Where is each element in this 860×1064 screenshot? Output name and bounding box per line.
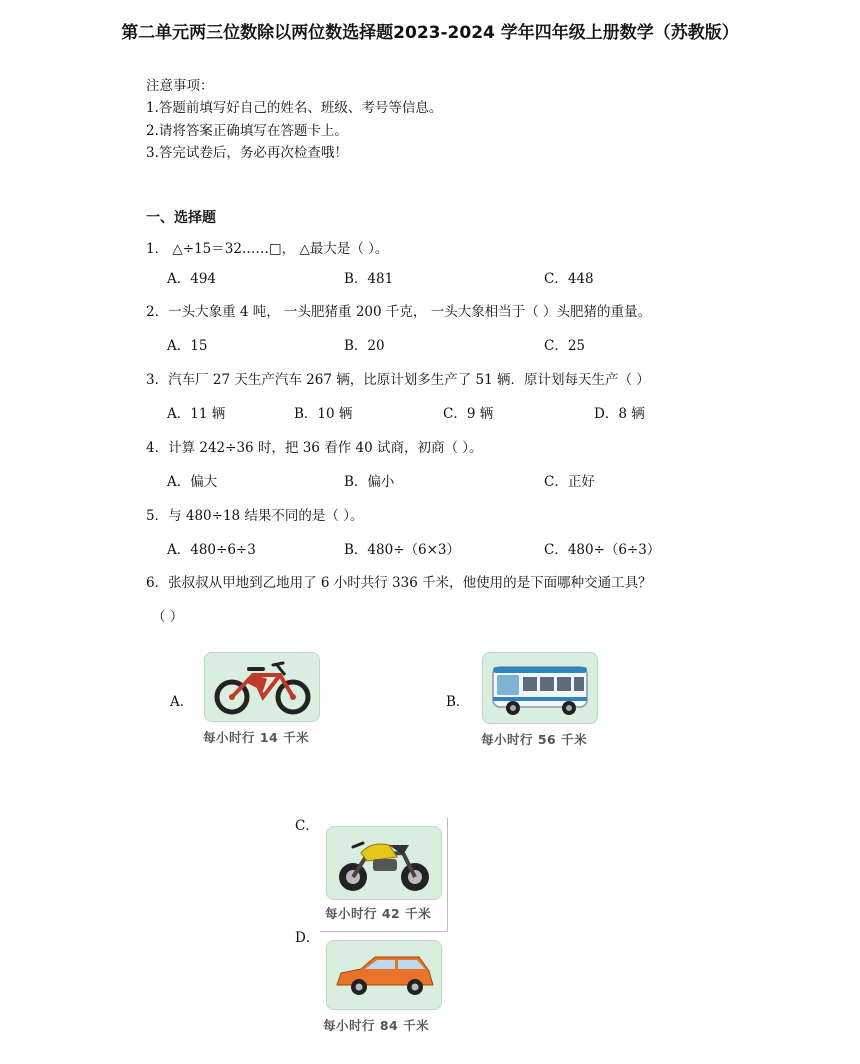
q1-option-b[interactable]: B．481 <box>344 271 394 287</box>
car-image[interactable] <box>326 940 442 1010</box>
q6-caption-a: 每小时行 14 千米 <box>203 730 310 745</box>
q6-choice-c-letter[interactable]: C． <box>295 818 319 834</box>
question-2-stem: 2．一头大象重 4 吨， 一头肥猪重 200 千克， 一头大象相当于（ ）头肥猪的重量。 <box>146 304 651 320</box>
figure-border-line <box>320 931 448 932</box>
q2-option-c[interactable]: C．25 <box>544 338 586 354</box>
q6-choice-d-letter[interactable]: D． <box>295 930 320 946</box>
q1-option-a[interactable]: A．494 <box>167 271 217 287</box>
page-title: 第二单元两三位数除以两位数选择题2023-2024 学年四年级上册数学（苏教版） <box>121 23 739 43</box>
q3-option-a[interactable]: A．11 辆 <box>167 406 226 422</box>
notice-item: 1.答题前填写好自己的姓名、班级、考号等信息。 <box>146 100 443 116</box>
question-1-stem: 1． △÷15＝32……□， △最大是（ ）。 <box>146 241 389 257</box>
q4-option-a[interactable]: A．偏大 <box>167 474 218 490</box>
notice-item: 3.答完试卷后，务必再次检查哦！ <box>146 145 348 161</box>
figure-border-line <box>447 818 448 932</box>
notice-item: 2.请将答案正确填写在答题卡上。 <box>146 123 348 139</box>
question-6-blank: （ ） <box>152 609 184 625</box>
q2-option-b[interactable]: B．20 <box>344 338 385 354</box>
bus-image[interactable] <box>482 652 598 724</box>
q6-caption-d: 每小时行 84 千米 <box>323 1018 430 1033</box>
section-heading: 一、选择题 <box>146 210 216 226</box>
q4-option-c[interactable]: C．正好 <box>544 474 595 490</box>
q6-choice-b-letter[interactable]: B． <box>446 694 470 710</box>
q6-caption-c: 每小时行 42 千米 <box>325 906 432 921</box>
motorcycle-image[interactable] <box>326 826 442 900</box>
q3-option-c[interactable]: C．9 辆 <box>443 406 494 422</box>
q5-option-b[interactable]: B．480÷（6×3） <box>344 542 460 558</box>
q5-option-a[interactable]: A．480÷6÷3 <box>167 542 256 558</box>
bicycle-image[interactable] <box>204 652 320 722</box>
q1-option-c[interactable]: C．448 <box>544 271 594 287</box>
q3-option-b[interactable]: B．10 辆 <box>294 406 353 422</box>
question-4-stem: 4．计算 242÷36 时，把 36 看作 40 试商，初商（ ）。 <box>146 440 483 456</box>
q6-caption-b: 每小时行 56 千米 <box>481 732 588 747</box>
q2-option-a[interactable]: A．15 <box>167 338 208 354</box>
q3-option-d[interactable]: D．8 辆 <box>594 406 645 422</box>
notice-heading: 注意事项： <box>146 78 214 94</box>
q6-choice-a-letter[interactable]: A． <box>170 694 194 710</box>
question-5-stem: 5．与 480÷18 结果不同的是（ ）。 <box>146 508 364 524</box>
question-6-stem: 6．张叔叔从甲地到乙地用了 6 小时共行 336 千米，他使用的是下面哪种交通工具？ <box>146 575 652 591</box>
q5-option-c[interactable]: C．480÷（6÷3） <box>544 542 661 558</box>
q4-option-b[interactable]: B．偏小 <box>344 474 395 490</box>
question-3-stem: 3．汽车厂 27 天生产汽车 267 辆，比原计划多生产了 51 辆．原计划每天生产（ ） <box>146 372 650 388</box>
